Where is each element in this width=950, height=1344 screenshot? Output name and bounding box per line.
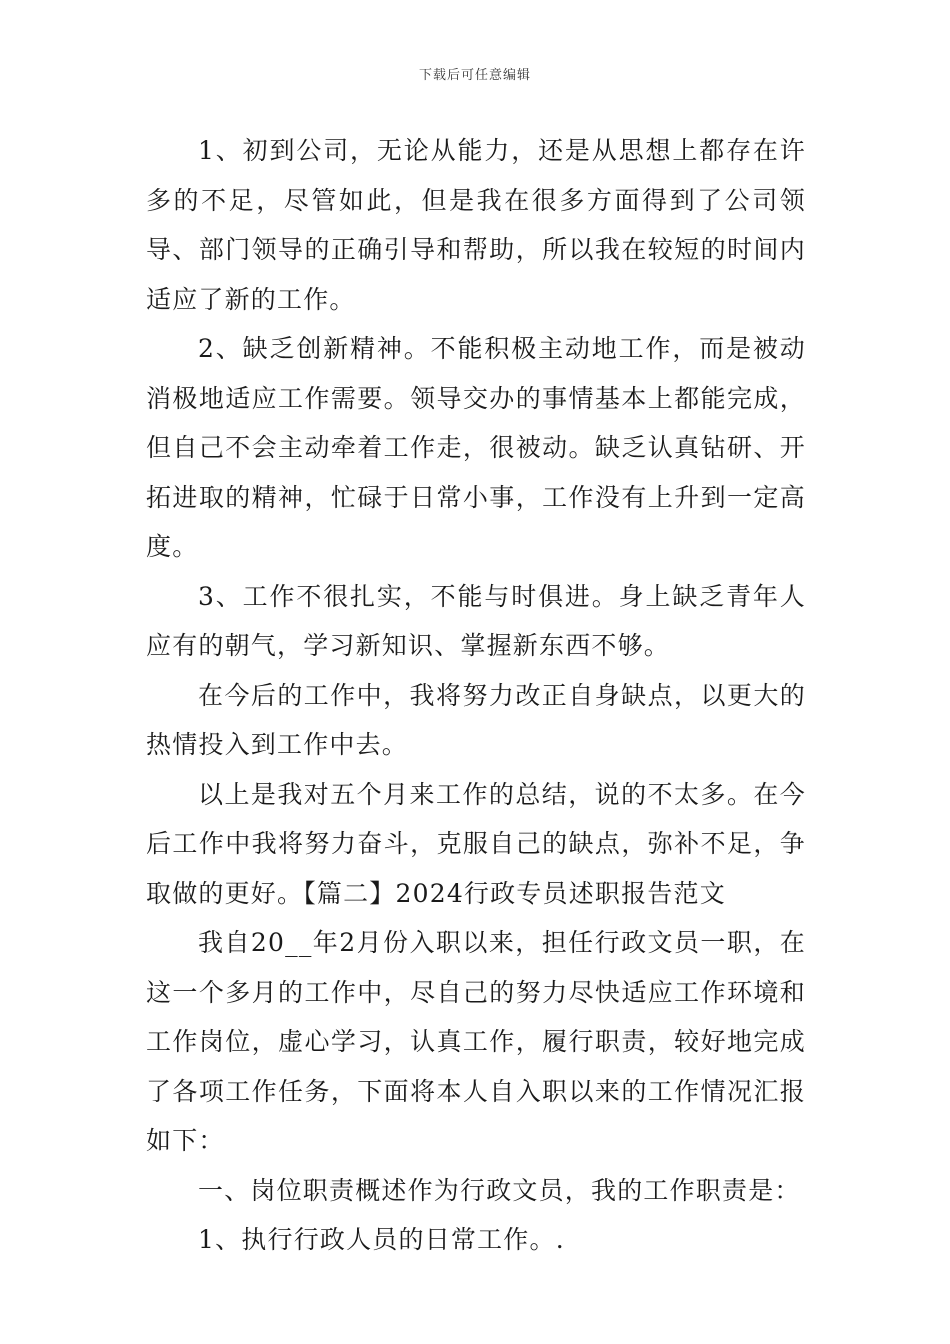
paragraph-weakness-3: 3、工作不很扎实，不能与时俱进。身上缺乏青年人应有的朝气，学习新知识、掌握新东西不够。 <box>146 581 806 660</box>
paragraph-weakness-1: 1、初到公司，无论从能力，还是从思想上都存在许多的不足，尽管如此，但是我在很多方面得到了公司领导、部门领导的正确引导和帮助，所以我在较短的时间内适应了新的工作。 <box>146 136 806 314</box>
paragraph-duty-1: 1、执行行政人员的日常工作。. <box>198 1225 565 1254</box>
paragraph-duties-heading: 一、岗位职责概述作为行政文员，我的工作职责是： <box>198 1175 801 1205</box>
paragraph-weakness-2: 2、缺乏创新精神。不能积极主动地工作，而是被动消极地适应工作需要。领导交办的事情基本上都能完成，但自己不会主动牵着工作走，很被动。缺乏认真钻研、开拓进取的精神，忙碌于日常小事，工作没有上升到一定高度。 <box>146 334 806 561</box>
paragraph-summary: 以上是我对五个月来工作的总结，说的不太多。在今后工作中我将努力奋斗，克服自己的缺点，弥补不足，争取做的更好。【篇二】2024行政专员述职报告范文 <box>146 779 806 908</box>
paragraph-future-plan: 在今后的工作中，我将努力改正自身缺点，以更大的热情投入到工作中去。 <box>146 680 806 759</box>
paragraph-intro-part-two: 我自20__年2月份入职以来，担任行政文员一职，在这一个多月的工作中，尽自己的努力尽快适应工作环境和工作岗位，虚心学习，认真工作，履行职责，较好地完成了各项工作任务，下面将本人自入职以来的工作情况汇报如下： <box>146 928 806 1155</box>
page-header: 下载后可任意编辑 <box>418 68 531 83</box>
document-body <box>146 126 806 1265</box>
